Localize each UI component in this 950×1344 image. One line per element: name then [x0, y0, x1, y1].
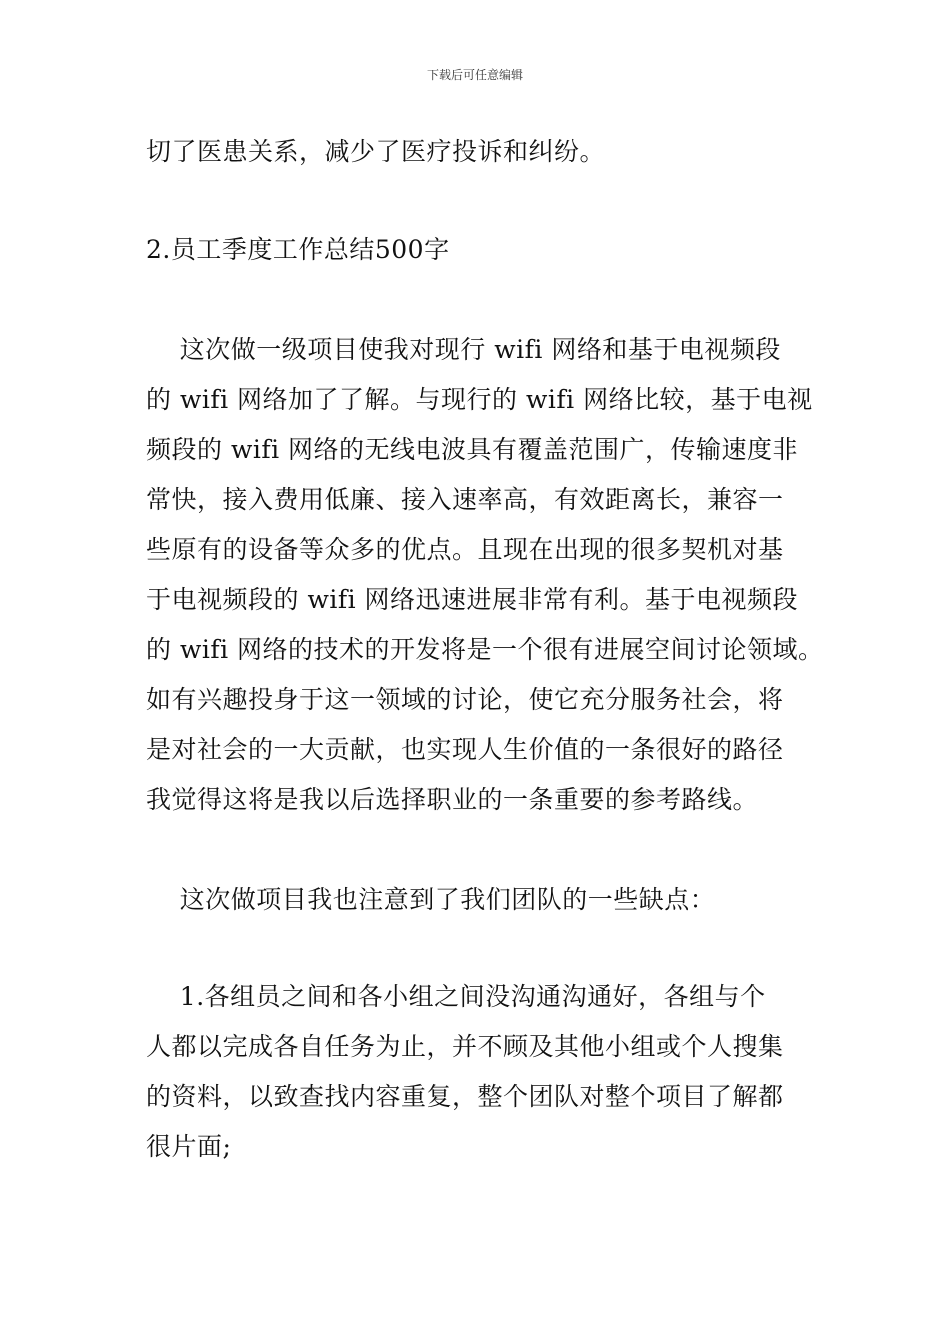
text-line: 这次做一级项目使我对现行 wifi 网络和基于电视频段 [146, 335, 781, 364]
text-line: 些原有的设备等众多的优点。且现在出现的很多契机对基 [146, 535, 784, 564]
paragraph-team-shortcomings [146, 875, 826, 925]
text-line: 频段的 wifi 网络的无线电波具有覆盖范围广，传输速度非 [146, 435, 799, 464]
text-line: 的 wifi 网络的技术的开发将是一个很有进展空间讨论领域。 [146, 635, 824, 664]
section-heading [146, 225, 826, 275]
text-line: 的 wifi 网络加了了解。与现行的 wifi 网络比较，基于电视 [146, 385, 813, 414]
text-line: 切了医患关系，减少了医疗投诉和纠纷。 [146, 137, 606, 166]
text-line: 人都以完成各自任务为止，并不顾及其他小组或个人搜集 [146, 1032, 784, 1061]
paragraph-point-1 [146, 972, 826, 1172]
text-line: 我觉得这将是我以后选择职业的一条重要的参考路线。 [146, 785, 759, 814]
heading-text: 2.员工季度工作总结500字 [146, 235, 450, 264]
text-line: 这次做项目我也注意到了我们团队的一些缺点： [146, 885, 716, 914]
text-line: 常快，接入费用低廉、接入速率高，有效距离长，兼容一 [146, 485, 784, 514]
text-line: 1.各组员之间和各小组之间没沟通沟通好，各组与个 [146, 982, 766, 1011]
text-line: 于电视频段的 wifi 网络迅速进展非常有利。基于电视频段 [146, 585, 799, 614]
paragraph-continuation [146, 127, 826, 177]
text-line: 很片面; [146, 1132, 232, 1161]
text-line: 如有兴趣投身于这一领域的讨论，使它充分服务社会，将 [146, 685, 784, 714]
text-line: 是对社会的一大贡献，也实现人生价值的一条很好的路径 [146, 735, 784, 764]
paragraph-wifi-project [146, 325, 826, 825]
text-line: 的资料，以致查找内容重复，整个团队对整个项目了解都 [146, 1082, 784, 1111]
page-header-note: 下载后可任意编辑 [426, 68, 523, 82]
